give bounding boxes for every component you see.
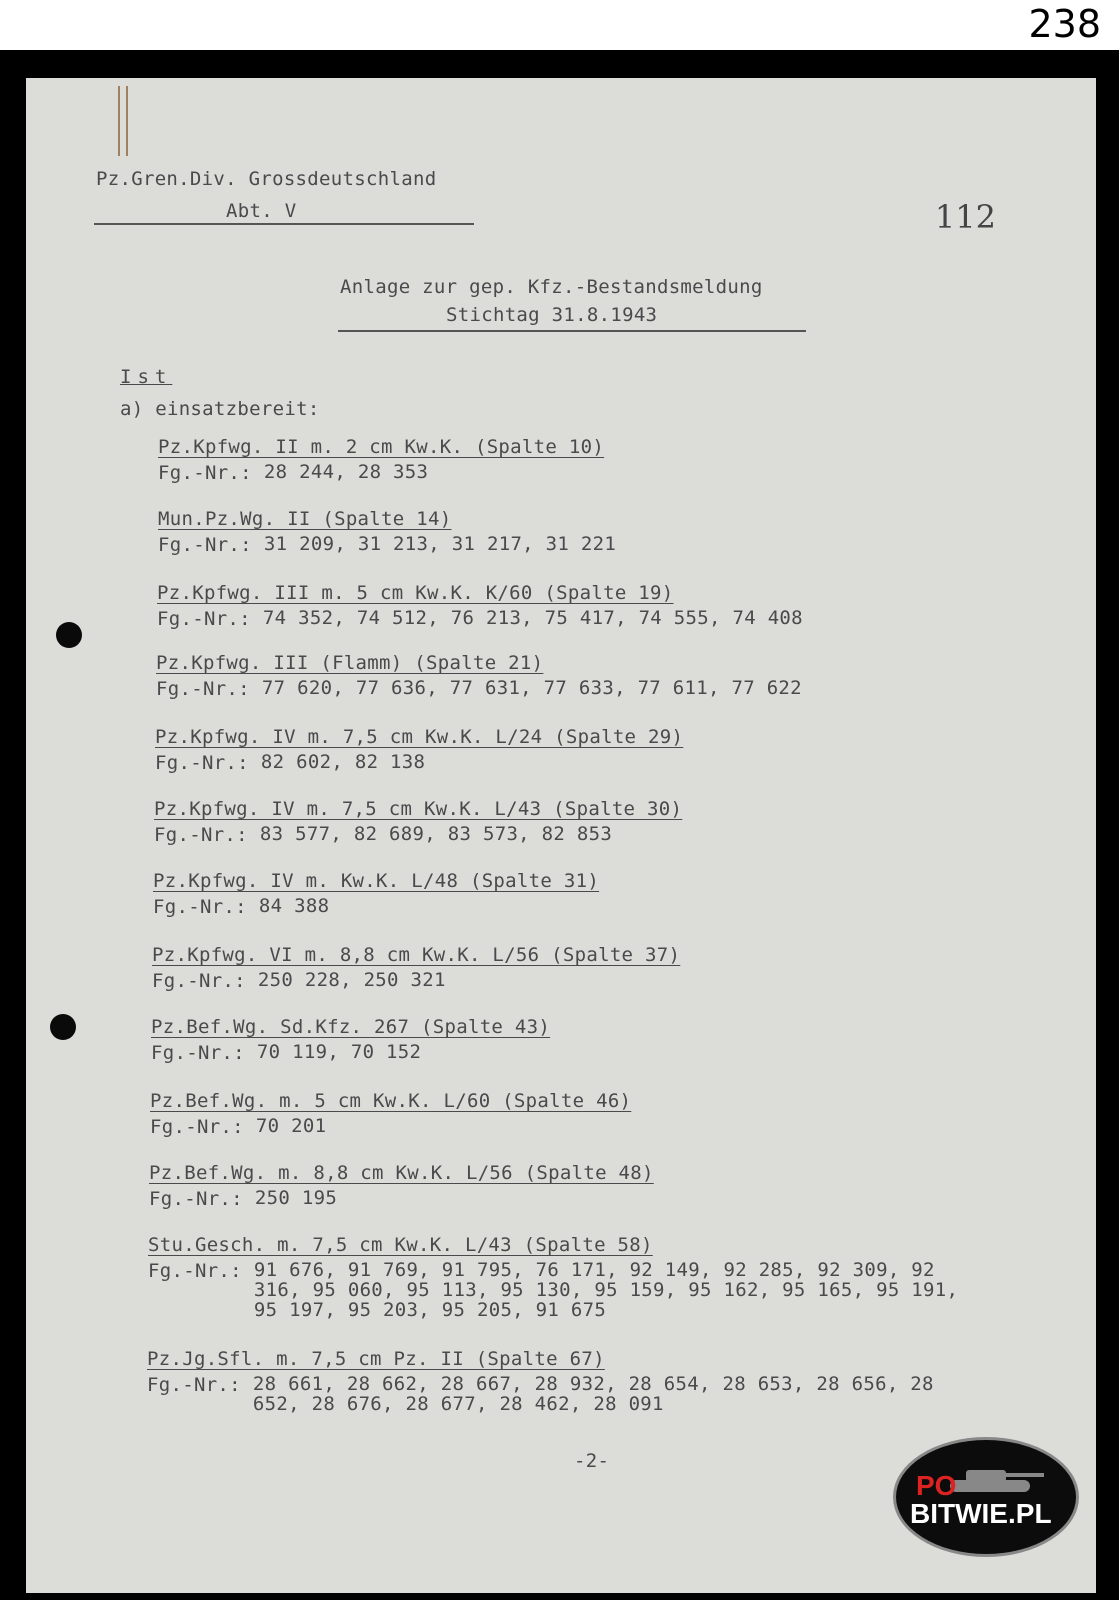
vehicle-type: Pz.Bef.Wg. m. 5 cm Kw.K. L/60 (Spalte 46) bbox=[150, 1090, 632, 1112]
punch-hole bbox=[50, 1014, 76, 1040]
unit-name: Pz.Gren.Div. Grossdeutschland bbox=[96, 168, 437, 190]
staple-mark bbox=[118, 86, 120, 156]
vehicle-type: Pz.Bef.Wg. Sd.Kfz. 267 (Spalte 43) bbox=[151, 1016, 551, 1038]
fg-label: Fg.-Nr.: bbox=[151, 1042, 245, 1064]
vehicle-entry bbox=[152, 944, 680, 992]
logo-bitwie-text: BITWIE.PL bbox=[910, 1498, 1052, 1529]
vehicle-type: Pz.Kpfwg. III m. 5 cm Kw.K. K/60 (Spalte 19) bbox=[157, 582, 674, 604]
chassis-numbers: 250 195 bbox=[254, 1187, 338, 1209]
vehicle-type: Pz.Kpfwg. IV m. Kw.K. L/48 (Spalte 31) bbox=[153, 870, 600, 892]
staple-mark bbox=[126, 86, 128, 156]
paper-sheet bbox=[26, 78, 1096, 1593]
fg-label: Fg.-Nr.: bbox=[147, 1374, 241, 1396]
vehicle-type: Mun.Pz.Wg. II (Spalte 14) bbox=[158, 508, 452, 530]
vehicle-type: Pz.Jg.Sfl. m. 7,5 cm Pz. II (Spalte 67) bbox=[147, 1348, 605, 1370]
fg-label: Fg.-Nr.: bbox=[158, 462, 252, 484]
chassis-numbers: 28 661, 28 662, 28 667, 28 932, 28 654, 28 653, 28 656, 28 652, 28 676, 28 677, 28 462, 28 091 bbox=[252, 1373, 934, 1415]
chassis-numbers: 70 119, 70 152 bbox=[256, 1041, 422, 1063]
vehicle-type: Pz.Kpfwg. IV m. 7,5 cm Kw.K. L/24 (Spalte 29) bbox=[155, 726, 684, 748]
vehicle-entry bbox=[147, 1348, 987, 1414]
title-underline bbox=[338, 330, 806, 332]
chassis-numbers: 250 228, 250 321 bbox=[257, 969, 446, 991]
chassis-numbers: 70 201 bbox=[255, 1115, 327, 1137]
fg-label: Fg.-Nr.: bbox=[158, 534, 252, 556]
document-title: Anlage zur gep. Kfz.-Bestandsmeldung bbox=[340, 276, 763, 298]
document-number: 112 bbox=[934, 198, 996, 236]
section-subheading: a) einsatzbereit: bbox=[120, 398, 320, 420]
vehicle-type: Stu.Gesch. m. 7,5 cm Kw.K. L/43 (Spalte 58) bbox=[148, 1234, 653, 1256]
chassis-numbers: 82 602, 82 138 bbox=[260, 751, 426, 773]
chassis-numbers: 31 209, 31 213, 31 217, 31 221 bbox=[263, 533, 617, 555]
page-footer: -2- bbox=[574, 1450, 610, 1472]
vehicle-entry bbox=[155, 726, 683, 774]
chassis-numbers: 91 676, 91 769, 91 795, 76 171, 92 149, 92 285, 92 309, 92 316, 95 060, 95 113, 95 130, 95 159, 95 162, 95 165, 95 191, 95 197, 95 203, 95 205, 91 675 bbox=[253, 1259, 959, 1321]
scanned-document bbox=[0, 50, 1119, 1600]
vehicle-entry bbox=[150, 1090, 631, 1138]
chassis-numbers: 83 577, 82 689, 83 573, 82 853 bbox=[259, 823, 613, 845]
chassis-numbers: 84 388 bbox=[258, 895, 330, 917]
vehicle-entry bbox=[158, 436, 604, 484]
fg-label: Fg.-Nr.: bbox=[155, 752, 249, 774]
document-date: Stichtag 31.8.1943 bbox=[446, 304, 658, 326]
vehicle-type: Pz.Kpfwg. IV m. 7,5 cm Kw.K. L/43 (Spalte 30) bbox=[154, 798, 683, 820]
fg-label: Fg.-Nr.: bbox=[154, 824, 248, 846]
fg-label: Fg.-Nr.: bbox=[157, 608, 251, 630]
section-heading: Ist bbox=[120, 366, 173, 388]
vehicle-type: Pz.Kpfwg. II m. 2 cm Kw.K. (Spalte 10) bbox=[158, 436, 605, 458]
page-number: 238 bbox=[1028, 2, 1101, 46]
chassis-numbers: 28 244, 28 353 bbox=[263, 461, 429, 483]
vehicle-entry bbox=[154, 798, 682, 846]
vehicle-entry bbox=[156, 652, 802, 700]
vehicle-entry bbox=[153, 870, 599, 918]
vehicle-entry bbox=[157, 582, 803, 630]
fg-label: Fg.-Nr.: bbox=[148, 1260, 242, 1282]
vehicle-entry bbox=[151, 1016, 550, 1064]
pobitwie-logo bbox=[893, 1437, 1079, 1557]
vehicle-entry bbox=[148, 1234, 988, 1320]
chassis-numbers: 74 352, 74 512, 76 213, 75 417, 74 555, 74 408 bbox=[262, 607, 803, 629]
fg-label: Fg.-Nr.: bbox=[153, 896, 247, 918]
chassis-numbers: 77 620, 77 636, 77 631, 77 633, 77 611, 77 622 bbox=[261, 677, 802, 699]
header-underline bbox=[94, 223, 474, 225]
fg-label: Fg.-Nr.: bbox=[149, 1188, 243, 1210]
vehicle-type: Pz.Bef.Wg. m. 8,8 cm Kw.K. L/56 (Spalte 48) bbox=[149, 1162, 654, 1184]
vehicle-type: Pz.Kpfwg. III (Flamm) (Spalte 21) bbox=[156, 652, 544, 674]
logo-po-text: PO bbox=[916, 1470, 957, 1501]
fg-label: Fg.-Nr.: bbox=[152, 970, 246, 992]
vehicle-type: Pz.Kpfwg. VI m. 8,8 cm Kw.K. L/56 (Spalte 37) bbox=[152, 944, 681, 966]
vehicle-entry bbox=[158, 508, 616, 556]
vehicle-entry bbox=[149, 1162, 654, 1210]
department-name: Abt. V bbox=[226, 200, 297, 222]
punch-hole bbox=[56, 622, 82, 648]
fg-label: Fg.-Nr.: bbox=[150, 1116, 244, 1138]
fg-label: Fg.-Nr.: bbox=[156, 678, 250, 700]
